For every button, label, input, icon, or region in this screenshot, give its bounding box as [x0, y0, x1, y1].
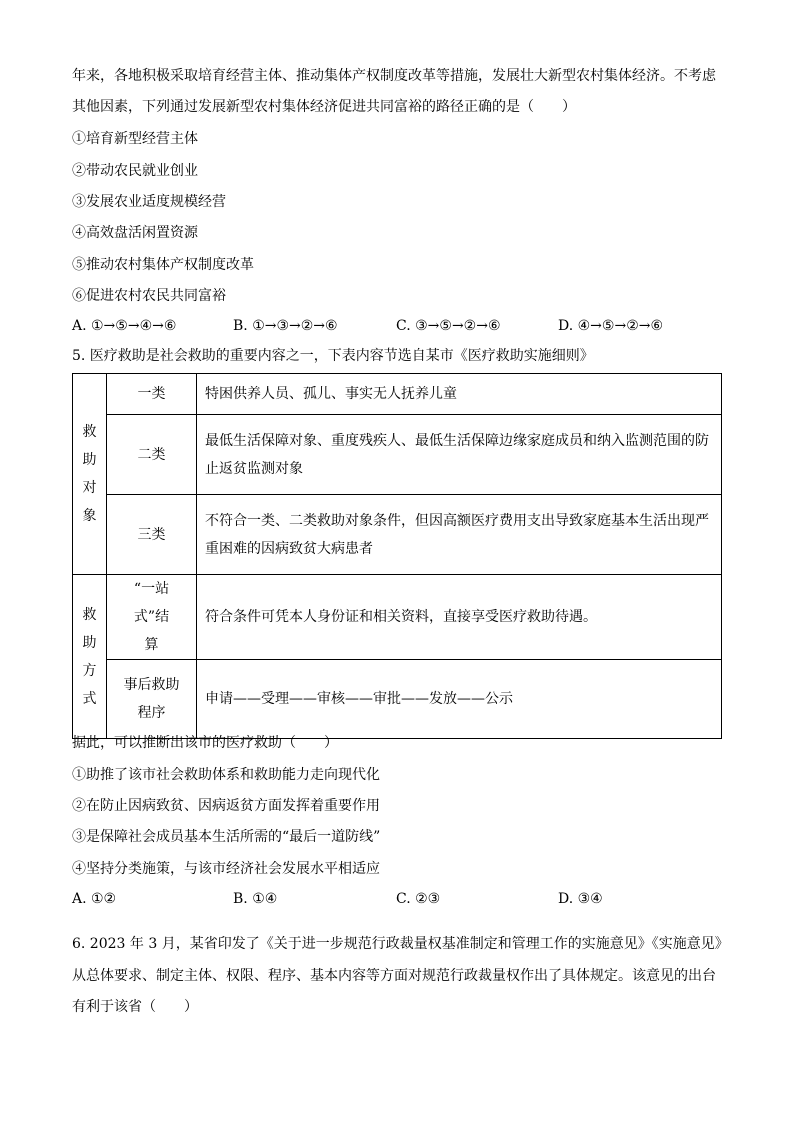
cell-category-3-desc: 不符合一类、二类救助对象条件，但因高额医疗费用支出导致家庭基本生活出现严重困难的因病致贫大病患者 — [197, 495, 722, 575]
q5-option-a[interactable]: A. ①② — [72, 891, 117, 907]
q4-item-1: ①培育新型经营主体 — [72, 131, 198, 147]
q5-item-1: ①助推了该市社会救助体系和救助能力走向现代化 — [72, 767, 380, 783]
cell-one-stop-desc: 符合条件可凭本人身份证和相关资料，直接享受医疗救助待遇。 — [197, 575, 722, 660]
q5-item-4: ④坚持分类施策，与该市经济社会发展水平相适应 — [72, 861, 380, 877]
q4-options — [72, 316, 722, 336]
q4-item-2: ②带动农民就业创业 — [72, 163, 198, 179]
q4-option-c[interactable]: C. ③→⑤→②→⑥ — [396, 318, 501, 334]
q4-item-4: ④高效盘活闲置资源 — [72, 225, 198, 241]
q6-stem-line-3: 有利于该省（ ） — [72, 999, 198, 1015]
cell-category-2-desc: 最低生活保障对象、重度残疾人、最低生活保障边缘家庭成员和纳入监测范围的防止返贫监测对象 — [197, 415, 722, 495]
q5-option-d[interactable]: D. ③④ — [558, 891, 603, 907]
q4-item-6: ⑥促进农村农民共同富裕 — [72, 288, 226, 304]
q5-options — [72, 889, 722, 909]
group-aid-methods: 救助方式 — [73, 575, 107, 739]
q6-stem-line-2: 从总体要求、制定主体、权限、程序、基本内容等方面对规范行政裁量权作出了具体规定。该意见的出台 — [72, 968, 716, 984]
cell-category-2: 二类 — [107, 415, 197, 495]
q4-option-a[interactable]: A. ①→⑤→④→⑥ — [72, 318, 177, 334]
cell-procedure-desc: 申请——受理——审核——审批——发放——公示 — [197, 660, 722, 739]
q4-option-d[interactable]: D. ④→⑤→②→⑥ — [558, 318, 664, 334]
cell-one-stop-settlement: “一站式”结算 — [107, 575, 197, 660]
cell-category-1-desc: 特困供养人员、孤儿、事实无人抚养儿童 — [197, 374, 722, 415]
q5-option-b[interactable]: B. ①④ — [233, 891, 278, 907]
q5-stem: 据此，可以推断出该市的医疗救助（ ） — [72, 735, 338, 751]
q5-intro: 5. 医疗救助是社会救助的重要内容之一，下表内容节选自某市《医疗救助实施细则》 — [72, 348, 594, 364]
q4-item-3: ③发展农业适度规模经营 — [72, 194, 226, 210]
group-aid-targets: 救助对象 — [73, 374, 107, 575]
cell-post-aid-procedure: 事后救助程序 — [107, 660, 197, 739]
q6-stem-line-1: 6. 2023 年 3 月，某省印发了《关于进一步规范行政裁量权基准制定和管理工作的实施意见》《实施意见》 — [72, 936, 729, 952]
q5-option-c[interactable]: C. ②③ — [396, 891, 441, 907]
q5-item-2: ②在防止因病致贫、因病返贫方面发挥着重要作用 — [72, 798, 380, 814]
cell-category-1: 一类 — [107, 374, 197, 415]
q4-item-5: ⑤推动农村集体产权制度改革 — [72, 257, 254, 273]
q4-option-b[interactable]: B. ①→③→②→⑥ — [233, 318, 338, 334]
q5-item-3: ③是保障社会成员基本生活所需的“最后一道防线” — [72, 829, 381, 845]
q4-stem-line-2: 其他因素，下列通过发展新型农村集体经济促进共同富裕的路径正确的是（ ） — [72, 99, 576, 115]
q4-stem-line-1: 年来，各地积极采取培育经营主体、推动集体产权制度改革等措施，发展壮大新型农村集体经济。不考虑 — [72, 68, 716, 84]
cell-category-3: 三类 — [107, 495, 197, 575]
medical-aid-table — [72, 373, 722, 739]
